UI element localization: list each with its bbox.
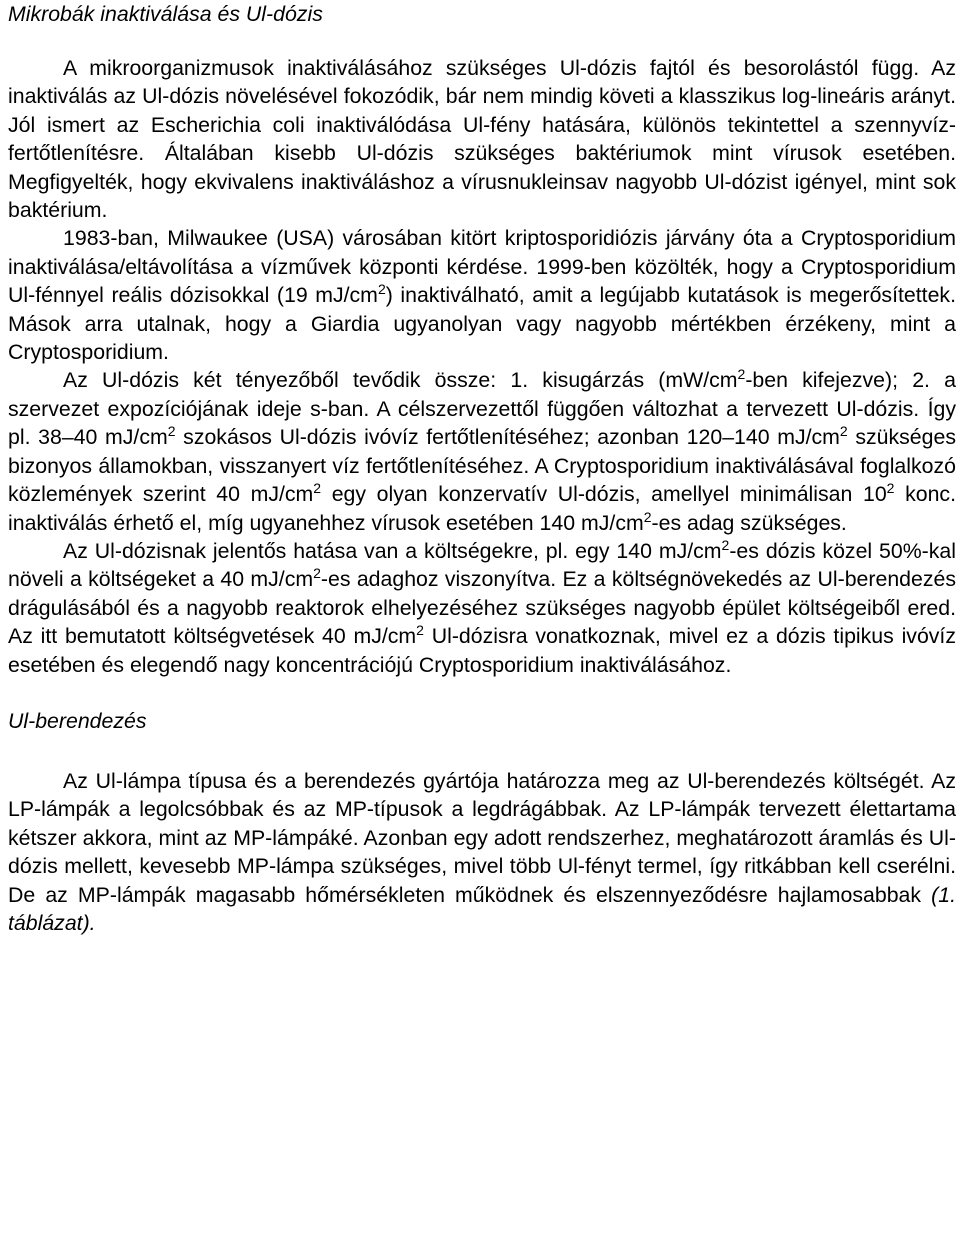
paragraph-3-text-c: szokásos Ul-dózis ivóvíz fertőtlenítéséhez; azonban 120–140 mJ/cm [175, 425, 840, 450]
superscript: 2 [886, 480, 895, 497]
document-page [8, 0, 956, 937]
superscript: 2 [643, 508, 652, 525]
superscript: 2 [313, 565, 321, 582]
paragraph-2 [8, 224, 956, 366]
paragraph-3-text-e: egy olyan konzervatív Ul-dózis, amellyel minimálisan 10 [321, 482, 887, 507]
paragraph-3-text-a: Az Ul-dózis két tényezőből tevődik össze: 1. kisugárzás (mW/cm [63, 368, 738, 393]
paragraph-3-text-f: konc. inaktiválás érhető el, míg ugyanehhez vírusok esetében 140 mJ/cm [8, 482, 956, 535]
paragraph-2-text-b: ) inaktiválható, amit a legújabb kutatások is megerősítettek. Mások arra utalnak, hogy a Giardia ugyanolyan vagy nagyobb mértékben érzékeny, mint a Cryptosporidium. [8, 283, 956, 365]
paragraph-1-text: A mikroorganizmusok inaktiválásához szükséges Ul-dózis fajtól és besorolástól függ. Az inaktiválás az Ul-dózis növelésével fokozódik, bár nem mindig követi a klasszikus log-lineáris arányt. Jól ismert az Escherichia coli inaktiválódása Ul-fény hatására, különös tekintettel a szennyvíz-fertőtlenítésre. Általában kisebb Ul-dózis szükséges baktériumok mint vírusok esetében. Megfigyelték, hogy ekvivalens inaktiváláshoz a vírusnukleinsav nagyobb Ul-dózist igényel, mint sok baktérium. [8, 56, 956, 223]
superscript: 2 [167, 423, 176, 440]
paragraph-3-text-g: -es adag szükséges. [651, 510, 847, 535]
superscript: 2 [737, 366, 746, 383]
paragraph-4-text-b: -es dózis közel 50%-kal növeli a költségeket a 40 mJ/cm [8, 538, 956, 592]
paragraph-3-text-d: szükséges bizonyos államokban, visszanyert víz fertőtlenítéséhez. A Cryptosporidium inaktiválásával foglalkozó közlemények szerint 40 mJ/cm [8, 425, 956, 507]
superscript: 2 [313, 480, 322, 497]
section-title-microbe-inactivation: Mikrobák inaktiválása és Ul-dózis [8, 2, 323, 26]
paragraph-3-text-b: -ben kifejezve); 2. a szervezet expozíciójának ideje s-ban. A célszervezettől függően változhat a tervezett Ul-dózis. Így pl. 38–40 mJ/cm [8, 368, 956, 450]
paragraph-3 [8, 366, 956, 536]
paragraph-4-text-c: -es adaghoz viszonyítva. Ez a költségnövekedés az Ul-berendezés drágulásából és a nagyobb reaktorok elhelyezéséhez szükséges nagyobb épület költségeiből ered. Az itt bemutatott költségvetések 40 mJ/cm [8, 567, 956, 649]
paragraph-4-text-d: Ul-dózisra vonatkoznak, mivel ez a dózis tipikus ivóvíz esetében és elegendő nagy koncentrációjú Cryptosporidium inaktiválásához. [8, 624, 957, 677]
superscript: 2 [721, 536, 730, 553]
paragraph-4 [8, 537, 956, 679]
paragraph-2-text-a: 1983-ban, Milwaukee (USA) városában kitört kriptosporidiózis járvány óta a Cryptosporidium inaktiválása/eltávolítása a vízművek központi kérdése. 1999-ben közölték, hogy a Cryptosporidium Ul-fénnyel reális dózisokkal (19 mJ/cm [8, 226, 956, 308]
superscript: 2 [416, 622, 424, 639]
paragraph-4-text-a: Az Ul-dózisnak jelentős hatása van a költségekre, pl. egy 140 mJ/cm [63, 538, 722, 563]
superscript: 2 [377, 281, 386, 298]
paragraph-1 [8, 54, 956, 224]
paragraph-5 [8, 767, 956, 937]
section-title-uv-equipment: Ul-berendezés [8, 708, 147, 733]
table-reference: (1. táblázat). [8, 882, 956, 935]
paragraph-5-text: Az Ul-lámpa típusa és a berendezés gyártója határozza meg az Ul-berendezés költségét. Az LP-lámpák a legolcsóbbak és az MP-típusok a legdrágábbak. Az LP-lámpák tervezett élettartama kétszer akkora, mint az MP-lámpáké. Azonban egy adott rendszerhez, meghatározott áramlás és Ul-dózis mellett, kevesebb MP-lámpa szükséges, mivel több Ul-fényt termel, így ritkábban kell cserélni. De az MP-lámpák magasabb hőmérsékleten működnek és elszennyeződésre hajlamosabbak [8, 768, 956, 907]
superscript: 2 [839, 423, 848, 440]
